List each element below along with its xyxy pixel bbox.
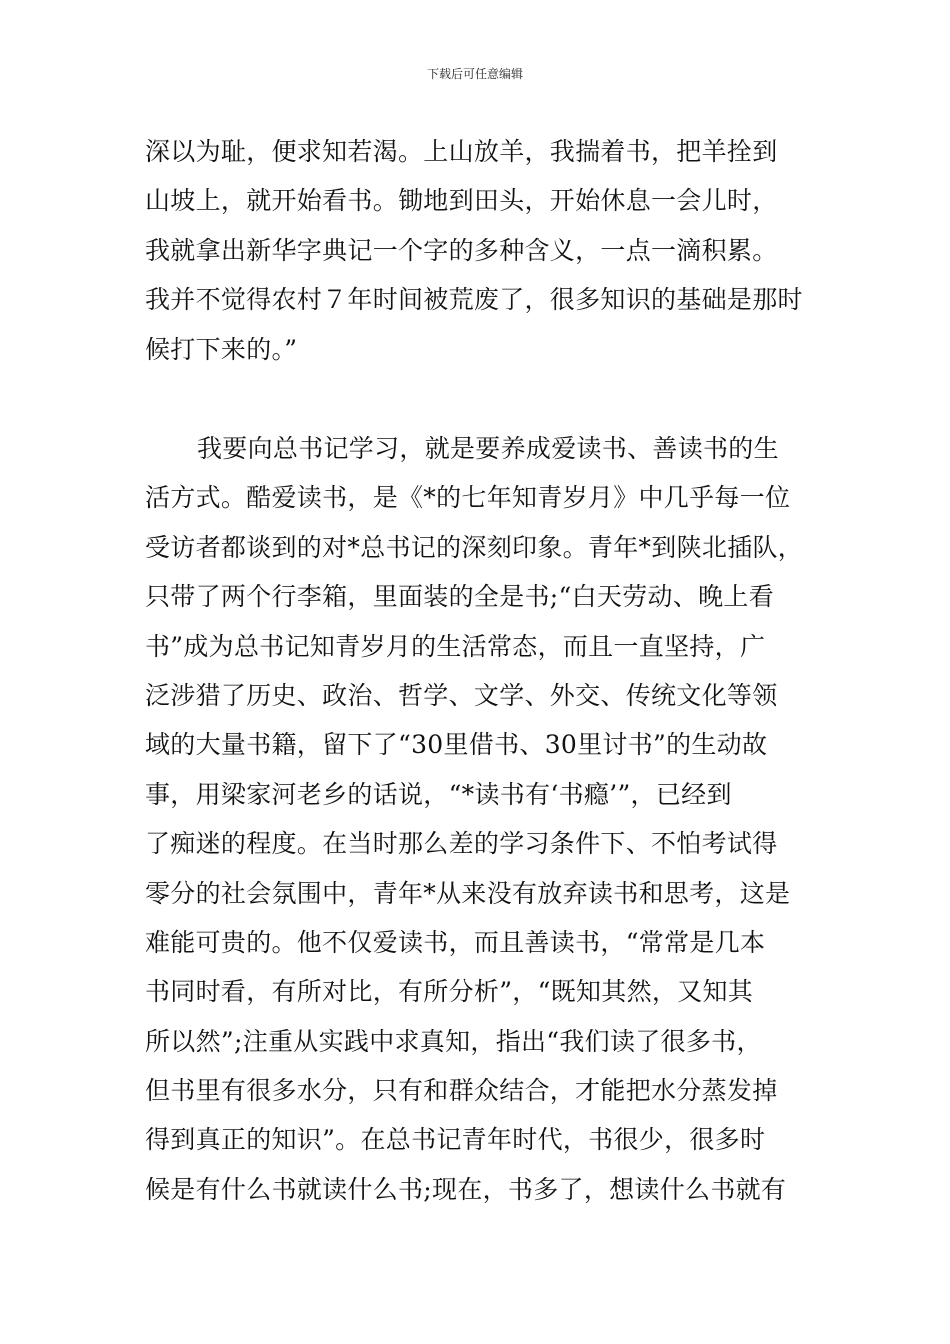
text-line: 域的大量书籍，留下了“30里借书、30里讨书”的生动故	[145, 730, 768, 760]
text-line: 我就拿出新华字典记一个字的多种含义，一点一滴积累。	[145, 235, 778, 265]
text-line: 候是有什么书就读什么书;现在，书多了，想读什么书就有	[145, 1174, 787, 1204]
text-line: 活方式。酷爱读书，是《*的七年知青岁月》中几乎每一位	[145, 483, 791, 513]
text-line: 了痴迷的程度。在当时那么差的学习条件下、不怕考试得	[145, 829, 778, 859]
text-line: 只带了两个行李箱，里面装的全是书;“白天劳动、晚上看	[145, 582, 775, 612]
header-note: 下载后可任意编辑	[426, 67, 523, 81]
text-line: 我并不觉得农村７年时间被荒废了，很多知识的基础是那时	[145, 285, 803, 315]
paragraph-1	[145, 127, 810, 374]
text-line: 零分的社会氛围中，青年*从来没有放弃读书和思考，这是	[145, 878, 791, 908]
text-line: 难能可贵的。他不仅爱读书，而且善读书，“常常是几本	[145, 927, 766, 957]
text-line: 深以为耻，便求知若渴。上山放羊，我揣着书，把羊拴到	[145, 137, 778, 166]
text-line: 我要向总书记学习，就是要养成爱读书、善读书的生	[197, 434, 779, 463]
text-line: 事，用梁家河老乡的话说，“*读书有‘书瘾’”，已经到	[145, 779, 732, 809]
paragraph-2	[145, 424, 810, 1214]
text-line: 所以然”;注重从实践中求真知，指出“我们读了很多书，	[145, 1026, 762, 1056]
text-line: 受访者都谈到的对*总书记的深刻印象。青年*到陕北插队，	[145, 532, 804, 562]
text-line: 泛涉猎了历史、政治、哲学、文学、外交、传统文化等领	[145, 680, 778, 710]
text-line: 书”成为总书记知青岁月的生活常态，而且一直坚持，广	[145, 631, 766, 661]
text-line: 但书里有很多水分，只有和群众结合，才能把水分蒸发掉	[145, 1076, 778, 1106]
text-line: 山坡上，就开始看书。锄地到田头，开始休息一会儿时，	[145, 186, 778, 216]
text-line: 书同时看，有所对比，有所分析”，“既知其然，又知其	[145, 977, 754, 1007]
text-line: 得到真正的知识”。在总书记青年时代，书很少，很多时	[145, 1125, 766, 1155]
text-line: 候打下来的。”	[145, 334, 298, 364]
